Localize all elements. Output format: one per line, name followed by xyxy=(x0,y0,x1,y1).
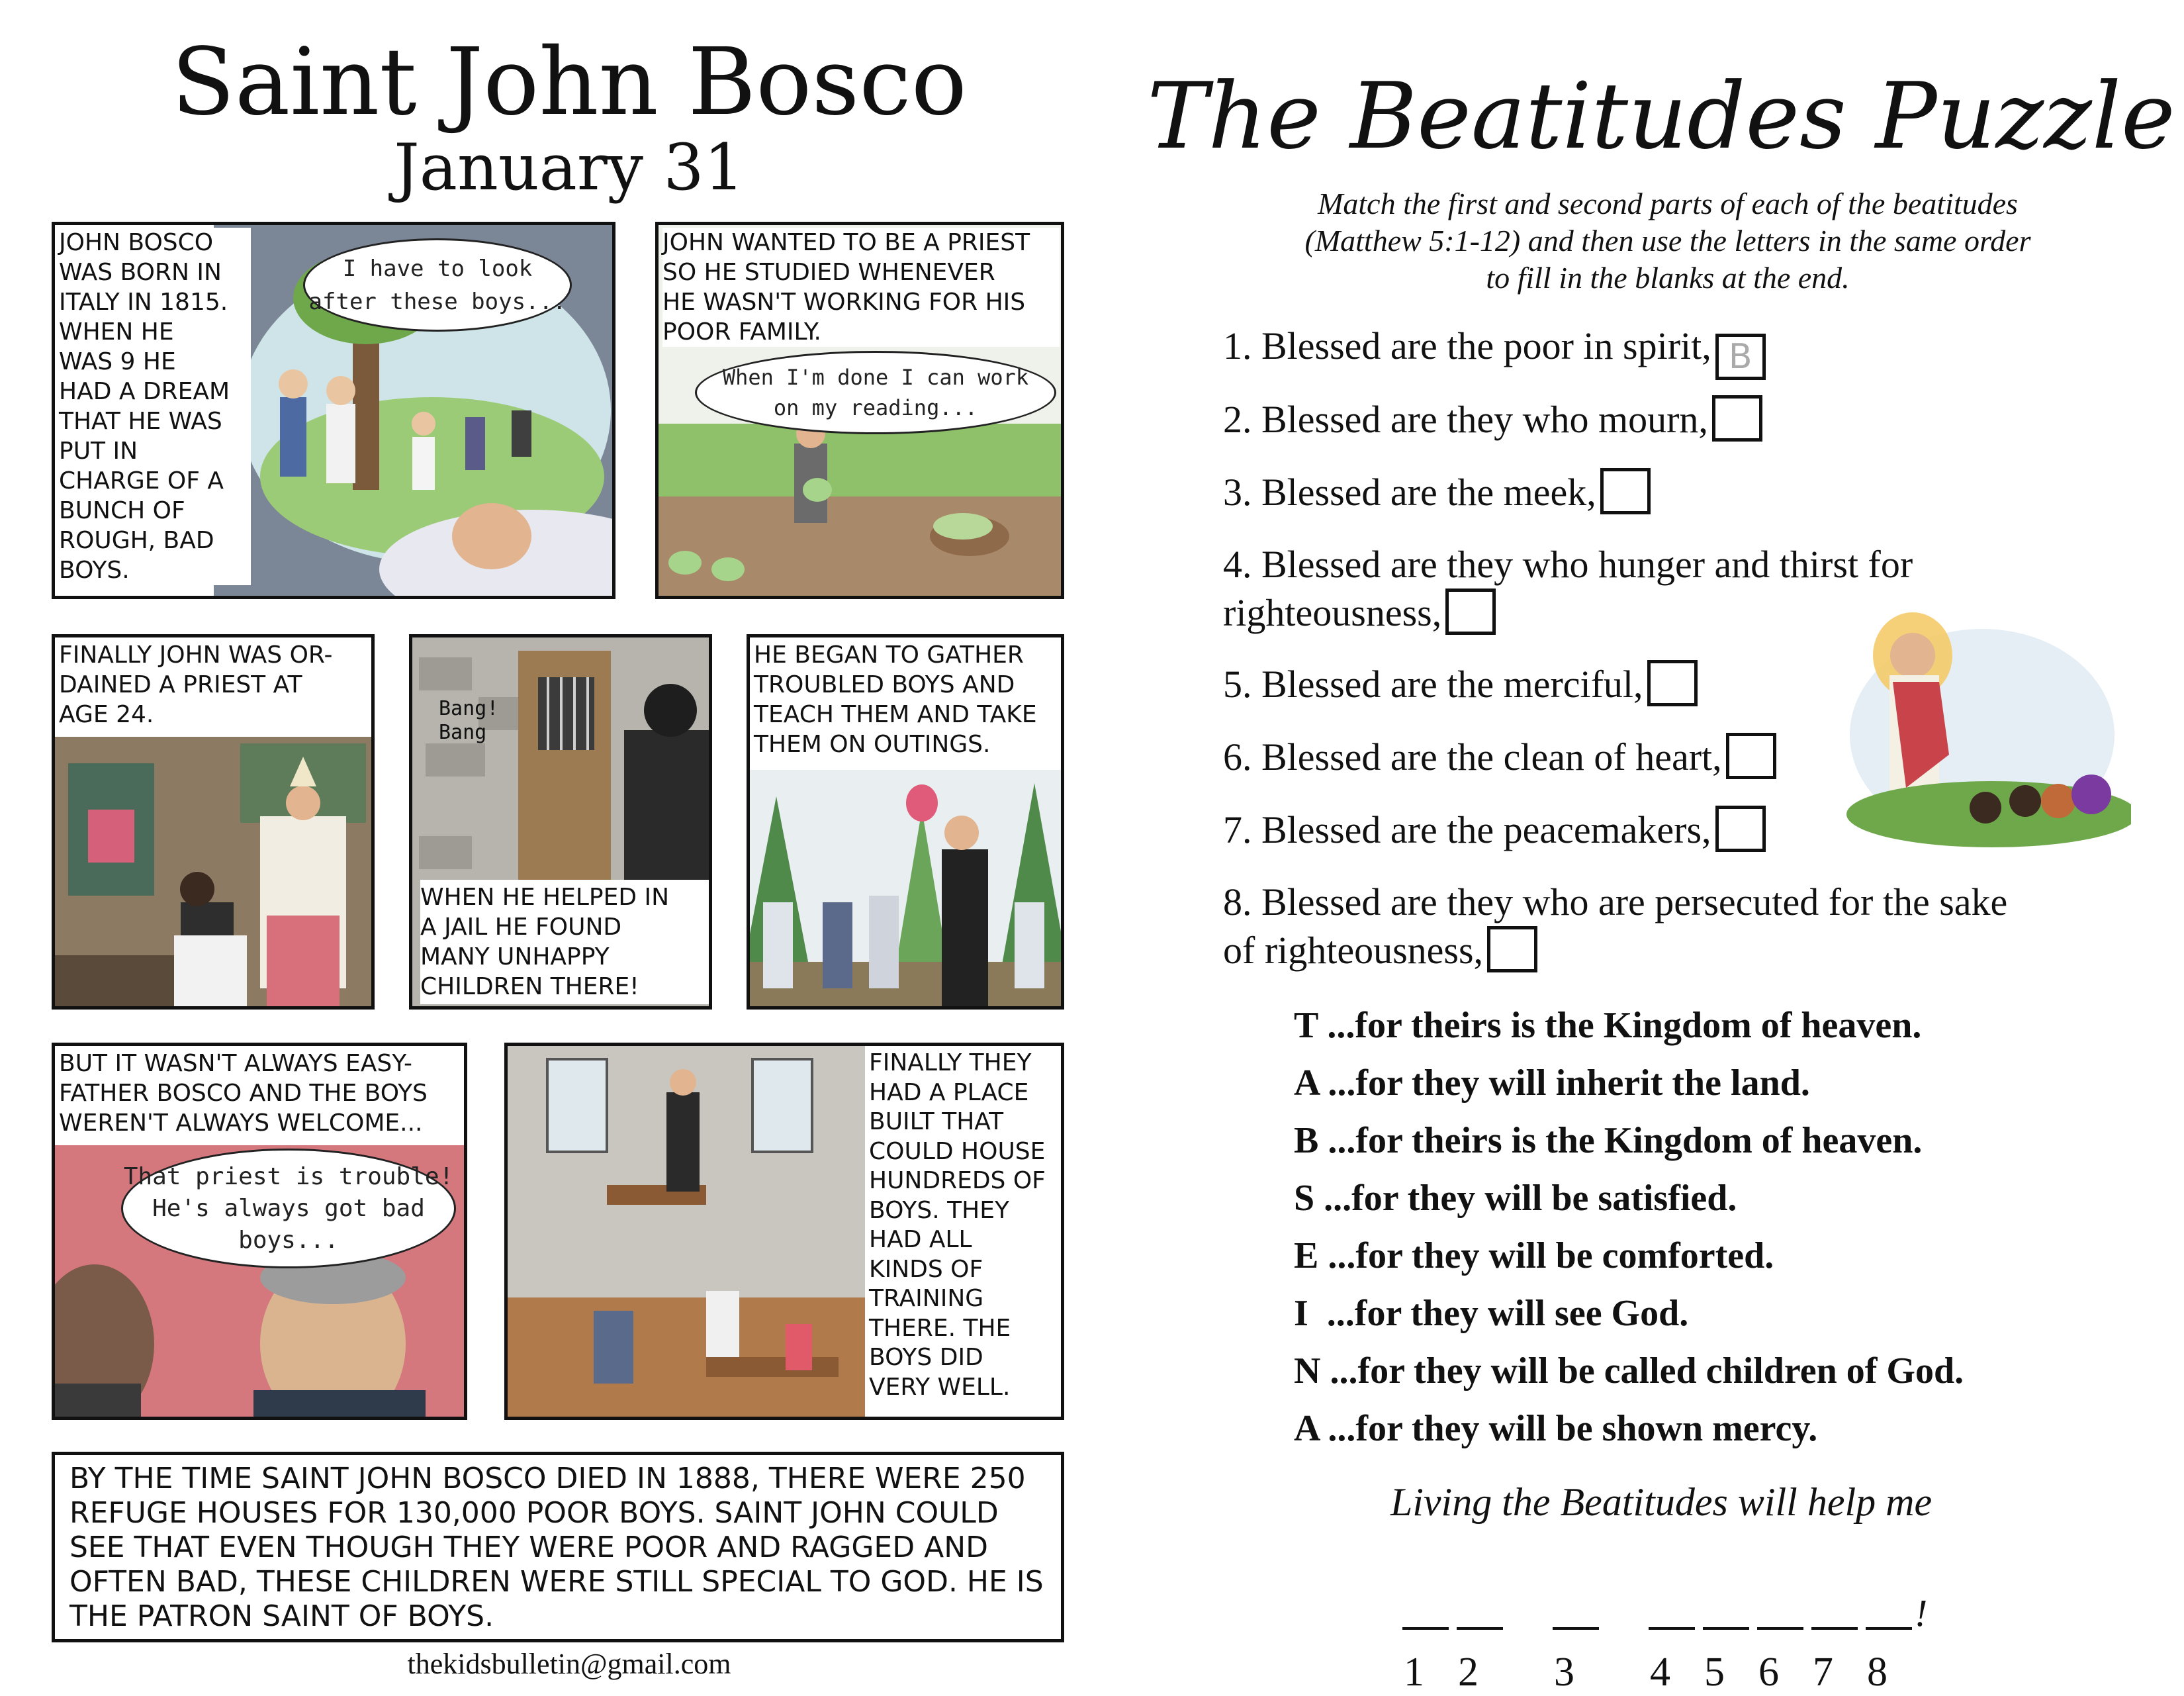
answer-option-5: E ...for they will be comforted. xyxy=(1294,1235,1774,1276)
beatitude-text: 1. Blessed are the poor in spirit, xyxy=(1223,324,1711,367)
beatitude-item-7 xyxy=(1223,806,1766,854)
blank-number: 2 xyxy=(1458,1650,1479,1695)
contact-email: thekidsbulletin@gmail.com xyxy=(407,1648,731,1680)
answer-box-8[interactable] xyxy=(1487,926,1537,972)
beatitude-item-8 xyxy=(1223,878,2007,974)
beatitude-item-6 xyxy=(1223,733,1776,781)
outing-scene-illustration xyxy=(750,770,1064,1009)
puzzle-instructions: Match the first and second parts of each of the beatitudes (Matthew 5:1-12) and then use the letters in the same order to fill in the blanks at the end. xyxy=(1304,187,2031,295)
beatitude-text: 4. Blessed are they who hunger and thirst for righteousness, xyxy=(1223,543,1913,634)
summary-box: BY THE TIME SAINT JOHN BOSCO DIED IN 1888, THERE WERE 250 REFUGE HOUSES FOR 130,000 POOR BOYS. SAINT JOHN COULD SEE THAT EVEN THOUGH THEY WERE POOR AND RAGGED AND OFTEN BAD, THESE CHILDREN WERE STILL SPECIAL TO GOD. HE IS THE PATRON SAINT OF BOYS. xyxy=(52,1452,1064,1642)
answer-option-8: A ...for they will be shown mercy. xyxy=(1294,1408,1818,1449)
blank-number: 6 xyxy=(1758,1650,1779,1695)
beatitude-item-5 xyxy=(1223,660,1698,708)
answer-option-4: S ...for they will be satisfied. xyxy=(1294,1178,1737,1219)
panel-5-caption: HE BEGAN TO GATHER TROUBLED BOYS AND TEACH THEM AND TAKE THEM ON OUTINGS. xyxy=(754,640,1062,759)
beatitude-text: 7. Blessed are the peacemakers, xyxy=(1223,808,1711,851)
beatitude-text: 6. Blessed are the clean of heart, xyxy=(1223,735,1722,778)
answer-box-3[interactable] xyxy=(1600,468,1651,514)
beatitude-item-4 xyxy=(1223,541,1913,637)
jesus-sermon-illustration xyxy=(1833,602,2131,854)
comic-panel-4 xyxy=(409,634,712,1010)
comic-panel-5 xyxy=(747,634,1064,1010)
blank-number: 1 xyxy=(1404,1650,1424,1695)
answer-option-7: N ...for they will be called children of God. xyxy=(1294,1350,1964,1391)
answer-option-6: I ...for they will see God. xyxy=(1294,1293,1689,1334)
panel-6-speech-bubble: That priest is trouble! He's always got bad boys... xyxy=(121,1149,456,1268)
answer-box-1[interactable]: B xyxy=(1715,334,1766,380)
answer-option-3: B ...for theirs is the Kingdom of heaven. xyxy=(1294,1120,1923,1161)
beatitude-item-2 xyxy=(1223,395,1762,444)
ordination-scene-illustration xyxy=(55,737,374,1008)
blank-number: 3 xyxy=(1554,1650,1574,1695)
panel-6-caption: BUT IT WASN'T ALWAYS EASY- FATHER BOSCO AND THE BOYS WEREN'T ALWAYS WELCOME... xyxy=(59,1049,464,1138)
blank-numbers xyxy=(1383,1602,1921,1696)
feast-date: January 31 xyxy=(394,130,745,205)
beatitude-text: 5. Blessed are the merciful, xyxy=(1223,663,1643,706)
panel-2-thought-bubble: When I'm done I can work on my reading... xyxy=(695,351,1056,434)
exclamation-mark: ! xyxy=(1915,1591,1928,1634)
answer-box-4[interactable] xyxy=(1445,589,1496,635)
comic-panel-3 xyxy=(52,634,375,1010)
answer-box-7[interactable] xyxy=(1715,806,1766,852)
answer-box-6[interactable] xyxy=(1726,733,1776,779)
answer-box-5[interactable] xyxy=(1647,660,1698,706)
panel-1-caption: JOHN BOSCO WAS BORN IN ITALY IN 1815. WHEN HE WAS 9 HE HAD A DREAM THAT HE WAS PUT IN CHARGE OF A BUNCH OF ROUGH, BAD BOYS. xyxy=(59,228,251,585)
closing-phrase: Living the Beatitudes will help me xyxy=(1390,1480,1933,1524)
beatitude-text: 3. Blessed are the meek, xyxy=(1223,471,1596,514)
answer-box-2[interactable] xyxy=(1712,395,1762,442)
boys-home-scene-illustration xyxy=(508,1046,865,1419)
sound-effect-bang: Bang! Bang xyxy=(439,697,499,744)
beatitude-item-3 xyxy=(1223,468,1651,516)
answer-option-1: T ...for theirs is the Kingdom of heaven. xyxy=(1294,1005,1922,1046)
comic-panel-1 xyxy=(52,222,615,599)
panel-3-caption: FINALLY JOHN WAS OR- DAINED A PRIEST AT AGE 24. xyxy=(59,640,370,730)
panel-4-caption: WHEN HE HELPED IN A JAIL HE FOUND MANY UNHAPPY CHILDREN THERE! xyxy=(420,880,709,1004)
blank-number: 5 xyxy=(1704,1650,1725,1695)
beatitude-text: 2. Blessed are they who mourn, xyxy=(1223,398,1708,441)
panel-1-speech-bubble: I have to look after these boys... xyxy=(303,238,572,332)
blank-number: 7 xyxy=(1813,1650,1833,1695)
page-title-saint: Saint John Bosco xyxy=(171,28,968,136)
puzzle-title: The Beatitudes Puzzle xyxy=(1147,63,2175,169)
comic-panel-6 xyxy=(52,1043,467,1420)
comic-panel-2 xyxy=(655,222,1064,599)
answer-option-2: A ...for they will inherit the land. xyxy=(1294,1062,1810,1104)
panel-2-caption: JOHN WANTED TO BE A PRIEST SO HE STUDIED WHENEVER HE WASN'T WORKING FOR HIS POOR FAMILY. xyxy=(662,228,1060,347)
panel-7-caption: FINALLY THEY HAD A PLACE BUILT THAT COULD HOUSE HUNDREDS OF BOYS. THEY HAD ALL KINDS OF TRAINING THERE. THE BOYS DID VERY WELL. xyxy=(869,1049,1064,1402)
blank-number: 8 xyxy=(1867,1650,1888,1695)
blank-number: 4 xyxy=(1650,1650,1670,1695)
beatitude-item-1 xyxy=(1223,322,1766,380)
beatitude-text: 8. Blessed are they who are persecuted for the sake of righteousness, xyxy=(1223,880,2008,972)
comic-panel-7 xyxy=(504,1043,1064,1420)
